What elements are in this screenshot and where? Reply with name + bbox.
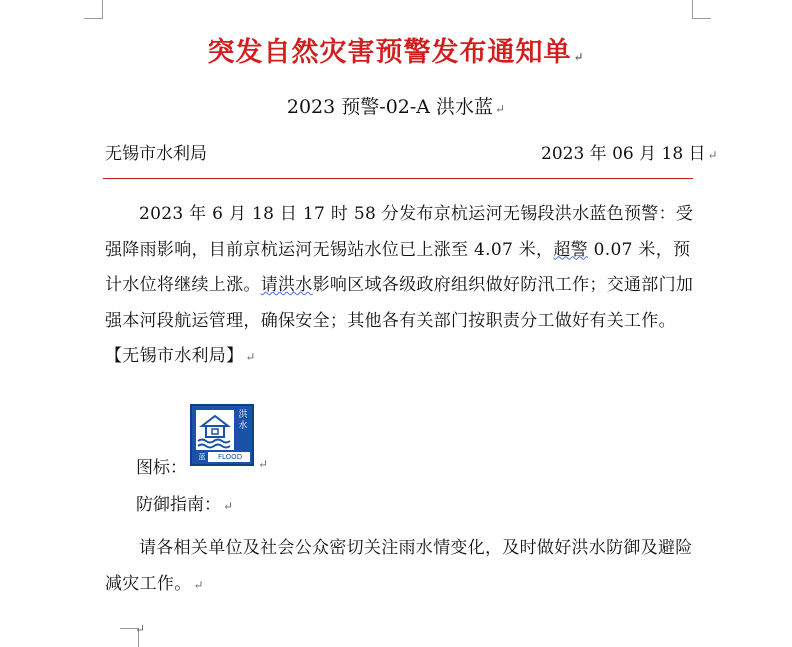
paragraph-mark: ↵ xyxy=(495,102,506,116)
paragraph-mark: ↵ xyxy=(245,350,256,364)
icon-label: 图标： xyxy=(136,458,187,478)
document-title: 突发自然灾害预警发布通知单 ↵ xyxy=(207,37,585,68)
paragraph-mark: ↵ xyxy=(573,50,585,64)
defense-guide-text[interactable]: 请各相关单位及社会公众密切关注雨水情变化，及时做好洪水防御及避险减灾工作。 ↵ xyxy=(105,538,693,594)
issue-date: 2023 年 06 月 18 日 ↵ xyxy=(541,144,718,164)
blue-flood-warning-icon[interactable] xyxy=(190,404,254,466)
spellcheck-flag: 超警 xyxy=(553,239,588,260)
icon-side-text: 洪水 xyxy=(236,410,250,450)
flood-house-icon xyxy=(196,410,234,450)
document-code: 2023 预警-02-A 洪水蓝 ↵ xyxy=(286,96,506,118)
icon-footer-type: FLOOD xyxy=(218,453,243,461)
paragraph-mark: ↵ xyxy=(223,499,234,513)
crop-mark-top-right xyxy=(692,0,711,19)
issuer-name: 无锡市水利局 xyxy=(105,144,207,164)
warning-body-paragraph[interactable]: 2023 年 6 月 18 日 17 时 58 分发布京杭运河无锡段洪水蓝色预警：受强降雨影响，目前京杭运河无锡站水位已上涨至 4.07 米，超警 0.07 米，预计水位将继续上涨。请洪水影响区域各级政府组织做好防汛工作；交通部门加强本河段航运管理，确保安全；其他各有关部门按职责分工做好有关工作。【无锡市水利局】 ↵ xyxy=(105,204,694,366)
header-divider xyxy=(103,178,693,179)
icon-footer xyxy=(196,452,250,462)
empty-paragraph-mark: ↵ xyxy=(135,622,146,636)
paragraph-mark: ↵ xyxy=(258,457,269,471)
defense-guide-label: 防御指南： ↵ xyxy=(136,495,234,515)
paragraph-mark: ↵ xyxy=(707,148,718,162)
crop-mark-top-left xyxy=(84,0,103,19)
icon-footer-level: 蓝 xyxy=(196,452,208,462)
paragraph-mark: ↵ xyxy=(193,578,204,592)
spellcheck-flag: 请洪水 xyxy=(260,275,313,295)
